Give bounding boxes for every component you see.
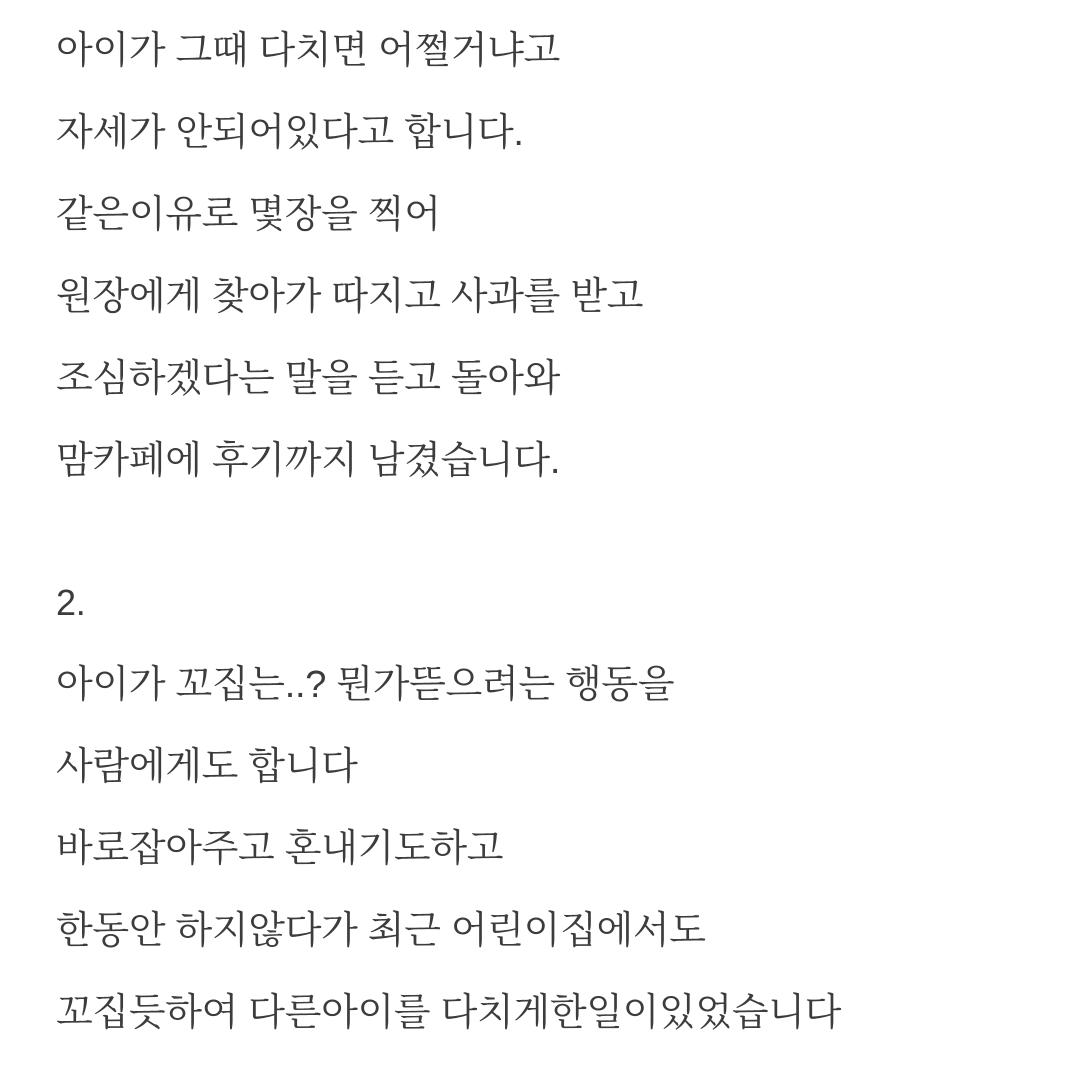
text-line: 맘카페에 후기까지 남겼습니다.	[56, 440, 561, 482]
paragraph-block-2	[56, 562, 1040, 1054]
text-line: 바로잡아주고 혼내기도하고	[56, 828, 504, 870]
text-line: 한동안 하지않다가 최근 어린이집에서도	[56, 910, 706, 952]
list-number: 2.	[56, 582, 86, 623]
text-line: 사람에게도 합니다	[56, 746, 358, 788]
text-line: 꼬집듯하여 다른아이를 다치게한일이있었습니다	[56, 992, 842, 1034]
text-line: 원장에게 찾아가 따지고 사과를 받고	[56, 276, 644, 318]
text-line: 아이가 꼬집는..? 뭔가뜯으려는 행동을	[56, 664, 675, 706]
text-line: 아이가 그때 다치면 어쩔거냐고	[56, 30, 561, 72]
text-line: 같은이유로 몇장을 찍어	[56, 194, 441, 236]
paragraph-block-1	[56, 10, 1040, 502]
text-line: 조심하겠다는 말을 듣고 돌아와	[56, 358, 561, 400]
text-line: 자세가 안되어있다고 합니다.	[56, 112, 524, 154]
paragraph-spacer	[56, 502, 1040, 562]
